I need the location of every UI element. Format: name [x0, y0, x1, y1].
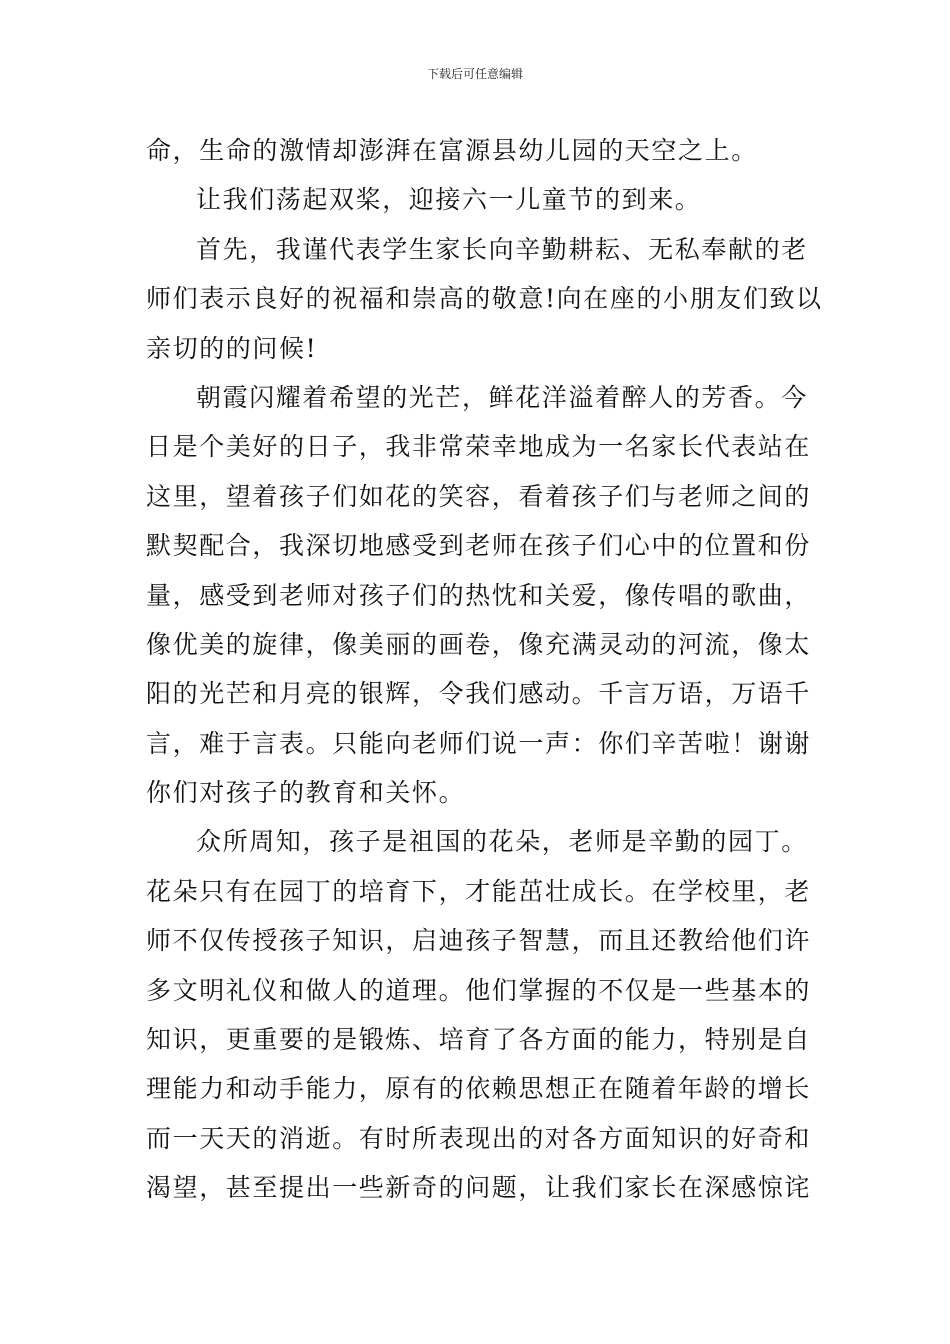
- text-line: 像优美的旋律，像美丽的画卷，像充满灵动的河流，像太: [146, 629, 812, 659]
- text-line: 言，难于言表。只能向老师们说一声：你们辛苦啦！谢谢: [146, 728, 812, 758]
- text-line: 师们表示良好的祝福和崇高的敬意!向在座的小朋友们致以: [146, 284, 823, 314]
- text-line: 默契配合，我深切地感受到老师在孩子们心中的位置和份: [146, 531, 812, 561]
- text-line: 师不仅传授孩子知识，启迪孩子智慧，而且还教给他们许: [146, 926, 812, 956]
- document-body: [146, 126, 823, 1213]
- text-line: 亲切的的问候!: [146, 333, 318, 363]
- text-line: 知识，更重要的是锻炼、培育了各方面的能力，特别是自: [146, 1025, 812, 1055]
- text-line: 命，生命的激情却澎湃在富源县幼儿园的天空之上。: [146, 136, 758, 165]
- text-line: 阳的光芒和月亮的银辉，令我们感动。千言万语，万语千: [146, 679, 812, 709]
- text-line: 日是个美好的日子，我非常荣幸地成为一名家长代表站在: [146, 432, 812, 462]
- text-line: 首先，我谨代表学生家长向辛勤耕耘、无私奉献的老: [196, 234, 808, 264]
- page-header: 下载后可任意编辑: [426, 67, 523, 81]
- text-line: 渴望，甚至提出一些新奇的问题，让我们家长在深感惊诧: [146, 1173, 812, 1203]
- text-line: 你们对孩子的教育和关怀。: [146, 778, 466, 808]
- text-line: 朝霞闪耀着希望的光芒，鲜花洋溢着醉人的芳香。今: [196, 382, 808, 412]
- text-line: 理能力和动手能力，原有的依赖思想正在随着年龄的增长: [146, 1074, 812, 1104]
- text-line: 花朵只有在园丁的培育下，才能茁壮成长。在学校里，老: [146, 876, 812, 906]
- text-line: 多文明礼仪和做人的道理。他们掌握的不仅是一些基本的: [146, 975, 812, 1005]
- text-line: 而一天天的消逝。有时所表现出的对各方面知识的好奇和: [146, 1123, 812, 1153]
- text-line: 众所周知，孩子是祖国的花朵，老师是辛勤的园丁。: [196, 827, 808, 857]
- text-line: 让我们荡起双桨，迎接六一儿童节的到来。: [196, 185, 702, 215]
- text-line: 这里，望着孩子们如花的笑容，看着孩子们与老师之间的: [146, 481, 812, 511]
- text-line: 量，感受到老师对孩子们的热忱和关爱，像传唱的歌曲，: [146, 580, 812, 610]
